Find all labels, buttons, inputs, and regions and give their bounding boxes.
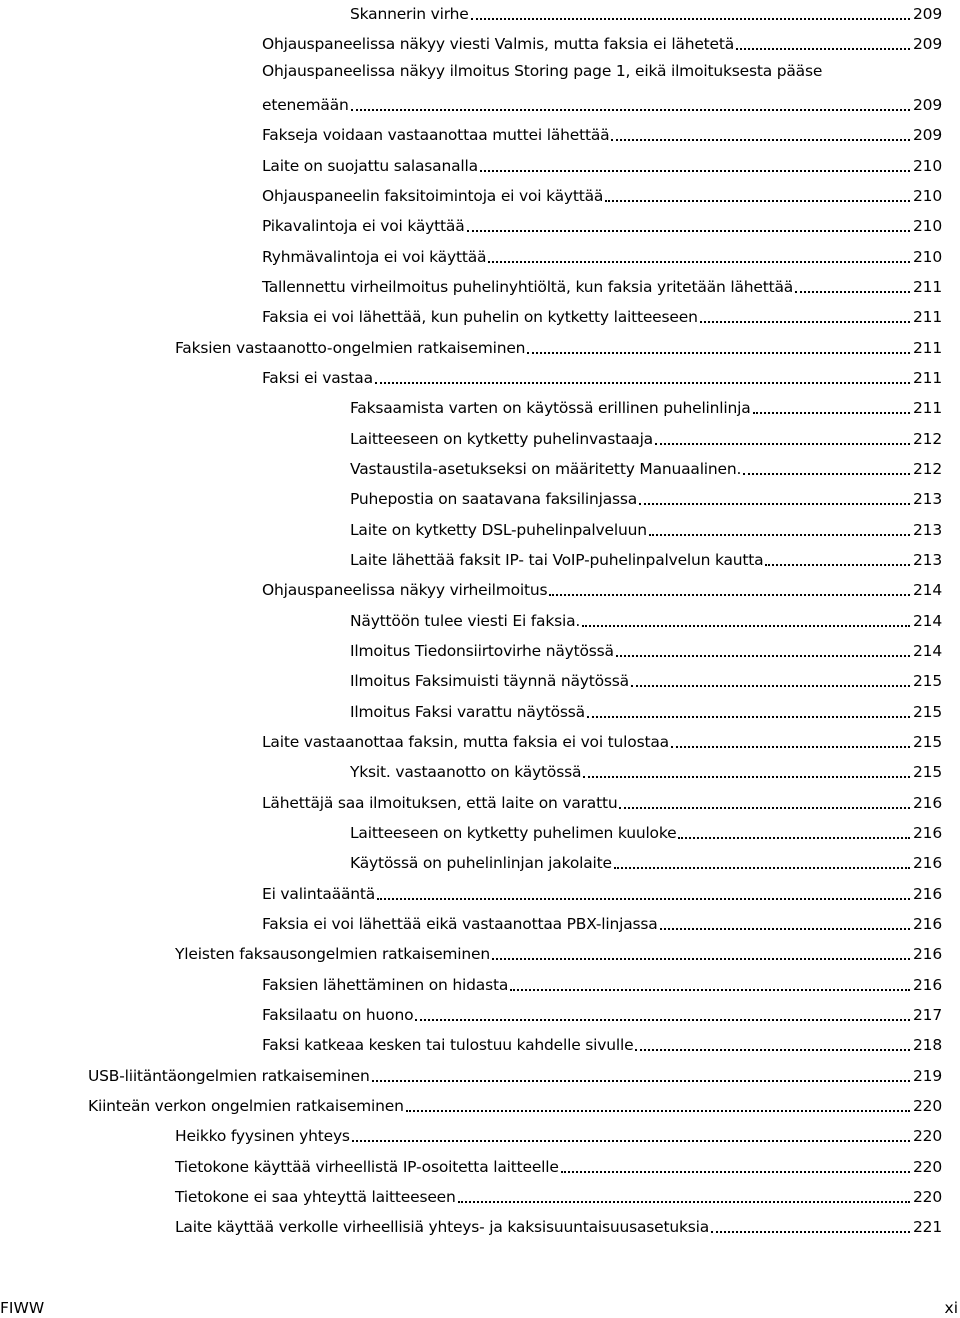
toc-entry-title: Laitteeseen on kytketty puhelinvastaaja [350,429,653,448]
toc-page-number: 209 [913,35,942,54]
toc-entry[interactable] [262,789,942,813]
toc-page-number: 220 [913,1096,942,1115]
toc-page-number: 211 [913,277,942,296]
toc-page-number: 213 [913,550,942,569]
dot-leader [458,1200,910,1203]
dot-leader [671,745,910,748]
toc-page-number: 209 [913,95,942,114]
toc-page-number: 213 [913,490,942,509]
toc-entry[interactable] [175,1183,942,1207]
toc-page-number: 221 [913,1218,942,1237]
toc-entry-title: Yleisten faksausongelmien ratkaiseminen [175,945,490,964]
toc-entry-title: Laite lähettää faksit IP- tai VoIP-puhelinpalvelun kautta [350,550,764,569]
toc-page-number: 216 [913,884,942,903]
toc-entry-title: Käytössä on puhelinlinjan jakolaite [350,854,612,873]
toc-entry-title: Ei valintaääntä [262,884,376,903]
toc-entry-title: Tallennettu virheilmoitus puhelinyhtiöltä, kun faksia yritetään lähettää [262,277,794,296]
toc-entry[interactable] [262,728,942,752]
toc-entry[interactable] [350,758,942,782]
dot-leader [711,1230,910,1233]
toc-page-number: 216 [913,793,942,812]
toc-page-number: 209 [913,126,942,145]
toc-entry-title: Puhepostia on saatavana faksilinjassa [350,490,638,509]
dot-leader [611,138,910,141]
toc-page-number: 218 [913,1036,942,1055]
toc-page-number: 219 [913,1066,942,1085]
dot-leader [471,17,910,20]
toc-page-number: 216 [913,854,942,873]
toc-entry-title: Laite vastaanottaa faksin, mutta faksia ei voi tulostaa [262,732,669,751]
toc-page-number: 211 [913,338,942,357]
toc-entry[interactable] [350,698,942,722]
toc-entry-title: Faksia ei voi lähettää, kun puhelin on kytketty laitteeseen [262,308,698,327]
toc-entry[interactable] [350,607,942,631]
dot-leader [583,775,910,778]
toc-entry[interactable] [175,1153,942,1177]
toc-entry-title: USB-liitäntäongelmien ratkaiseminen [88,1066,370,1085]
toc-page-number: 215 [913,702,942,721]
toc-entry-title: Yksit. vastaanotto on käytössä [350,763,582,782]
toc-page-number: 211 [913,308,942,327]
toc-entry[interactable] [350,485,942,509]
dot-leader [655,442,910,445]
dot-leader [351,108,910,111]
toc-entry[interactable] [262,91,942,115]
toc-entry-title: Skannerin virhe [350,5,469,23]
footer-page-number: xi [944,1299,958,1317]
dot-leader [561,1170,910,1173]
toc-page-number: 220 [913,1157,942,1176]
toc-entry[interactable] [262,971,942,995]
toc-entry[interactable] [262,121,942,145]
dot-leader [527,351,910,354]
dot-leader [678,836,910,839]
toc-entry-title: Näyttöön tulee viesti Ei faksia. [350,611,581,630]
toc-entry-title: Laitteeseen on kytketty puhelimen kuuloke [350,823,677,842]
toc-entry[interactable] [175,940,942,964]
toc-entry[interactable] [350,819,942,843]
dot-leader [406,1109,910,1112]
toc-entry[interactable] [262,152,942,176]
toc-entry-title: Faksien vastaanotto-ongelmien ratkaiseminen [175,338,526,357]
toc-page-number: 220 [913,1127,942,1146]
toc-page-number: 211 [913,368,942,387]
toc-page-number: 215 [913,732,942,751]
dot-leader [510,988,910,991]
footer-left-label: FIWW [0,1299,45,1317]
toc-entry[interactable] [350,637,942,661]
toc-entry-title: Ohjauspaneelissa näkyy virheilmoitus [262,581,548,600]
toc-page-number: 216 [913,945,942,964]
toc-entry-title: Ryhmävalintoja ei voi käyttää [262,247,487,266]
toc-entry[interactable] [350,394,942,418]
toc-page-number: 217 [913,1005,942,1024]
toc-entry-text[interactable]: Ohjauspaneelissa näkyy ilmoitus Storing page 1, eikä ilmoituksesta pääse [262,61,823,80]
toc-page-number: 216 [913,823,942,842]
dot-leader [377,897,910,900]
dot-leader [488,260,910,263]
dot-leader [375,381,910,384]
dot-leader [765,563,910,566]
toc-entry[interactable] [350,667,942,691]
toc-page-number: 212 [913,429,942,448]
dot-leader [616,654,910,657]
dot-leader [753,411,910,414]
toc-entry-title: Ohjauspaneelissa näkyy viesti Valmis, mutta faksia ei lähetetä [262,35,735,54]
toc-entry[interactable] [262,910,942,934]
dot-leader [549,593,910,596]
toc-entry-title: Laite käyttää verkolle virheellisiä yhteys- ja kaksisuuntaisuusasetuksia [175,1218,710,1237]
toc-entry[interactable] [262,182,942,206]
toc-entry[interactable] [262,576,942,600]
toc-entry-title: Faksilaatu on huono [262,1005,414,1024]
dot-leader [582,624,910,627]
toc-page-number: 210 [913,217,942,236]
toc-entry[interactable] [262,212,942,236]
toc-page-number: 214 [913,641,942,660]
toc-entry-title: Heikko fyysinen yhteys [175,1127,350,1146]
toc-entry-title: etenemään [262,95,349,114]
toc-entry[interactable] [350,546,942,570]
dot-leader [492,957,910,960]
toc-page-number: 213 [913,520,942,539]
toc-entry[interactable] [262,1001,942,1025]
toc-entry[interactable] [350,425,942,449]
dot-leader [631,684,910,687]
toc-entry-title: Lähettäjä saa ilmoituksen, että laite on varattu [262,793,618,812]
toc-page-number: 215 [913,672,942,691]
toc-entry[interactable] [350,0,942,24]
toc-entry[interactable] [88,1062,942,1086]
toc-entry-title: Pikavalintoja ei voi käyttää [262,217,465,236]
toc-page-number: 212 [913,459,942,478]
toc-entry-title: Kiinteän verkon ongelmien ratkaiseminen [88,1096,404,1115]
toc-page-number: 220 [913,1187,942,1206]
toc-entry-title: Faksia ei voi lähettää eikä vastaanottaa PBX-linjassa [262,914,658,933]
toc-page-number: 211 [913,399,942,418]
toc-entry-title: Tietokone käyttää virheellistä IP-osoitetta laitteelle [175,1157,559,1176]
toc-page-number: 214 [913,611,942,630]
toc-entry[interactable] [262,303,942,327]
dot-leader [619,806,910,809]
toc-entry-title: Ilmoitus Faksimuisti täynnä näytössä [350,672,629,691]
dot-leader [587,715,910,718]
toc-entry[interactable] [175,1213,942,1237]
dot-leader [743,472,910,475]
toc-entry-title: Faksaamista varten on käytössä erillinen puhelinlinja [350,399,751,418]
dot-leader [649,533,910,536]
toc-entry-title: Tietokone ei saa yhteyttä laitteeseen [175,1187,456,1206]
toc-entry[interactable] [262,364,942,388]
toc-entry-title: Ilmoitus Tiedonsiirtovirhe näytössä [350,641,614,660]
dot-leader [467,229,911,232]
toc-entry[interactable] [350,516,942,540]
dot-leader [795,290,910,293]
dot-leader [635,1048,910,1051]
toc-entry[interactable] [262,880,942,904]
dot-leader [736,47,910,50]
toc-entry[interactable] [175,1122,942,1146]
toc-entry-title: Ilmoitus Faksi varattu näytössä [350,702,585,721]
toc-entry[interactable] [350,849,942,873]
toc-entry-title: Laite on kytketty DSL-puhelinpalveluun [350,520,647,539]
toc-page-number: 214 [913,581,942,600]
toc-entry-title: Laite on suojattu salasanalla [262,156,478,175]
toc-entry-title: Faksi katkeaa kesken tai tulostuu kahdelle sivulle [262,1036,634,1055]
toc-entry[interactable] [88,1092,942,1116]
toc-entry[interactable] [262,273,942,297]
dot-leader [372,1079,910,1082]
toc-page-number: 215 [913,763,942,782]
dot-leader [639,502,910,505]
dot-leader [480,169,910,172]
toc-entry-title: Faksien lähettäminen on hidasta [262,975,509,994]
toc-page-number: 216 [913,914,942,933]
toc-entry[interactable] [350,455,942,479]
toc-page-number: 209 [913,5,942,23]
toc-page-number: 210 [913,186,942,205]
dot-leader [415,1018,910,1021]
toc-entry-title: Vastaustila-asetukseksi on määritetty Manuaalinen. [350,459,742,478]
toc-entry-title: Faksi ei vastaa [262,368,373,387]
toc-entry[interactable] [262,243,942,267]
dot-leader [352,1139,910,1142]
toc-entry-title: Fakseja voidaan vastaanottaa muttei lähettää [262,126,610,145]
toc-entry-title: Ohjauspaneelin faksitoimintoja ei voi käyttää [262,186,604,205]
toc-page-number: 210 [913,156,942,175]
toc-entry[interactable] [262,1031,942,1055]
toc-entry[interactable] [175,334,942,358]
toc-entry[interactable] [262,30,942,54]
toc-page-number: 210 [913,247,942,266]
dot-leader [660,927,910,930]
dot-leader [605,199,910,202]
toc-page-number: 216 [913,975,942,994]
dot-leader [614,866,910,869]
dot-leader [700,320,910,323]
